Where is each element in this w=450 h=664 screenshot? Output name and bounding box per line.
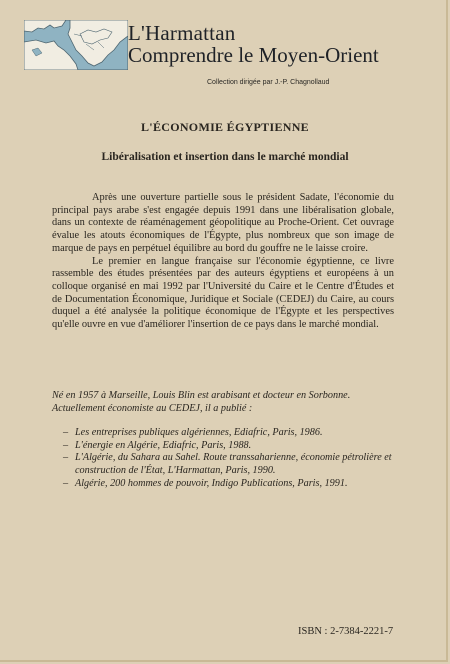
author-bio: Né en 1957 à Marseille, Louis Blin est arabisant et docteur en Sorbonne. Actuellement économiste au CEDEJ, il a publié : [52, 390, 351, 414]
summary-paragraph: Après une ouverture partielle sous le président Sadate, l'économie du principal pays arabe s'est engagée depuis 1991 dans une libéralisation globale, dans un contexte de réaménagement géopolitique au Proche-Orient. Cet ouvrage évalue les atouts économiques de l'Égypte, plus nombreux que son image de marque de pays en perpétuel équilibre au bord du gouffre ne le laisse croire. [52, 192, 394, 254]
publisher-name: L'Harmattan [128, 21, 236, 45]
middle-east-map-icon [24, 20, 128, 70]
list-item: – L'énergie en Algérie, Ediafric, Paris, 1988. [52, 440, 402, 453]
list-item: – Algérie, 200 hommes de pouvoir, Indigo Publications, Paris, 1991. [52, 478, 402, 491]
summary-paragraph: Le premier en langue française sur l'économie égyptienne, ce livre rassemble des études présentées par des auteurs égyptiens et européens à un colloque organisé en mai 1992 par l'Université du Caire et le Centre d'Études et de Documentation Économique, Juridique et Sociale (CEDEJ) du Caire, au cours duquel a été analysée la politique économique de l'Égypte et les perspectives qu'elle ouvre en vue d'améliorer l'insertion de ce pays dans le marché mondial. [52, 255, 394, 331]
book-title: L'ÉCONOMIE ÉGYPTIENNE [141, 120, 309, 134]
isbn: ISBN : 2-7384-2221-7 [298, 626, 394, 637]
publication-list [52, 427, 402, 490]
collection-name: Comprendre le Moyen-Orient [128, 43, 379, 67]
collection-director: Collection dirigée par J.-P. Chagnollaud [207, 79, 330, 86]
book-summary [52, 192, 394, 332]
author-section [52, 390, 402, 490]
list-item: – Les entreprises publiques algériennes, Ediafric, Paris, 1986. [52, 427, 402, 440]
book-subtitle: Libéralisation et insertion dans le marché mondial [101, 151, 349, 163]
list-item: – L'Algérie, du Sahara au Sahel. Route transsaharienne, économie pétrolière et construction de l'État, L'Harmattan, Paris, 1990. [52, 452, 402, 477]
